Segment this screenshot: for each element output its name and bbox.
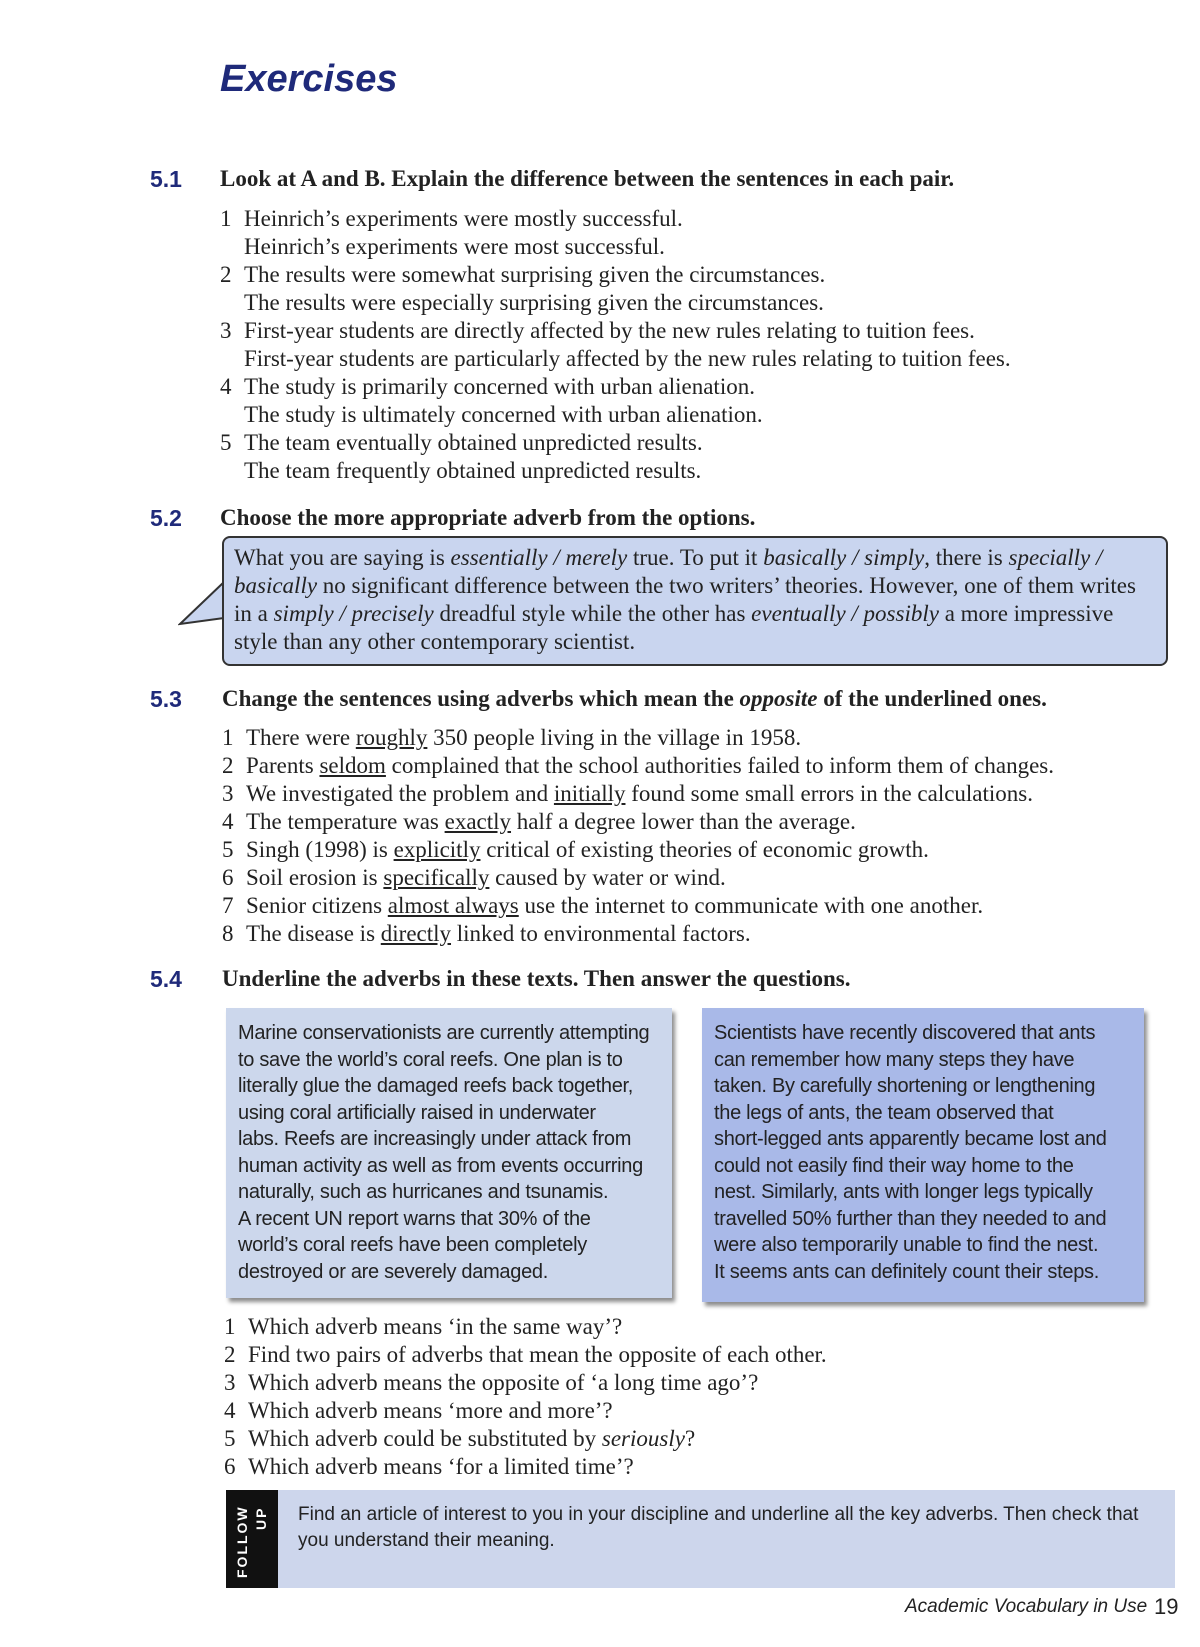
list-item: 1 There were roughly 350 people living in the village in 1958.	[222, 725, 802, 750]
speech-bubble-tail	[178, 580, 228, 630]
list-item: 5 Singh (1998) is explicitly critical of existing theories of economic growth.	[222, 837, 929, 862]
list-item: 5 The team eventually obtained unpredicted results. The team frequently obtained unpredicted results.	[220, 430, 703, 483]
exercise-5-3-instruction: Change the sentences using adverbs which mean the opposite of the underlined ones.	[222, 686, 1047, 711]
list-item: 7 Senior citizens almost always use the internet to communicate with one another.	[222, 893, 984, 918]
page-number: 19	[1154, 1594, 1179, 1619]
list-item: 4 The study is primarily concerned with urban alienation. The study is ultimately concerned with urban alienation.	[220, 374, 763, 427]
text-box-coral-reefs: Marine conservationists are currently attempting to save the world’s coral reefs. One plan is to literally glue the damaged reefs back together, using coral artificially raised in underwater labs. Reefs are increasingly under attack from human activity as well as from events occurring naturally, such as hurricanes and tsunamis. A recent UN report warns that 30% of the world’s coral reefs have been completely destroyed or are severely damaged.	[226, 1008, 672, 1298]
option-pair: essentially / merely	[450, 545, 628, 570]
follow-up-tab	[226, 1490, 278, 1588]
exercise-5-1-list	[220, 205, 1160, 485]
exercise-5-3-list	[222, 724, 1182, 948]
exercise-number-5-1: 5.1	[150, 166, 182, 192]
option-pair: basically / simply	[763, 545, 925, 570]
list-item: 1 Heinrich’s experiments were mostly successful. Heinrich’s experiments were most successful.	[220, 206, 683, 259]
option-pair: eventually / possibly	[751, 601, 939, 626]
exercise-number-5-4: 5.4	[150, 966, 182, 992]
speech-bubble: What you are saying is essentially / merely true. To put it basically / simply, there is specially / basically no significant difference between the two writers’ theories. However, one of them writes in a simply / precisely dreadful style while the other has eventually / possibly a more impressive style than any other contemporary scientist.	[222, 536, 1168, 666]
list-item: 6 Which adverb means ‘for a limited time’?	[224, 1454, 634, 1479]
option-pair: specially / basically	[234, 545, 1103, 598]
exercise-number-5-2: 5.2	[150, 505, 182, 531]
list-item: 2 The results were somewhat surprising given the circumstances. The results were especially surprising given the circumstances.	[220, 262, 826, 315]
exercise-5-2-instruction: Choose the more appropriate adverb from the options.	[220, 505, 756, 530]
text-box-ants: Scientists have recently discovered that ants can remember how many steps they have taken. By carefully shortening or lengthening the legs of ants, the team observed that short-legged ants apparently became lost and could not easily find their way home to the nest. Similarly, ants with longer legs typically travelled 50% further than they needed to and were also temporarily unable to find the nest. It seems ants can definitely count their steps.	[702, 1008, 1144, 1302]
follow-up-tab-label: UP	[253, 1506, 269, 1530]
page-title: Exercises	[220, 58, 398, 100]
list-item: 6 Soil erosion is specifically caused by water or wind.	[222, 865, 726, 890]
list-item: 8 The disease is directly linked to environmental factors.	[222, 921, 751, 946]
list-item: 3 Which adverb means the opposite of ‘a long time ago’?	[224, 1370, 759, 1395]
follow-up-tab-label: FOLLOW	[234, 1505, 250, 1578]
list-item: 1 Which adverb means ‘in the same way’?	[224, 1314, 623, 1339]
list-item: 4 The temperature was exactly half a degree lower than the average.	[222, 809, 856, 834]
list-item: 3 We investigated the problem and initially found some small errors in the calculations.	[222, 781, 1033, 806]
exercise-5-1-instruction: Look at A and B. Explain the difference between the sentences in each pair.	[220, 166, 955, 191]
option-pair: simply / precisely	[273, 601, 434, 626]
list-item: 3 First-year students are directly affected by the new rules relating to tuition fees. First-year students are particularly affected by the new rules relating to tuition fees.	[220, 318, 1011, 371]
list-item: 4 Which adverb means ‘more and more’?	[224, 1398, 613, 1423]
book-title: Academic Vocabulary in Use	[905, 1596, 1148, 1617]
exercise-5-4-instruction: Underline the adverbs in these texts. Then answer the questions.	[222, 966, 851, 991]
list-item: 5 Which adverb could be substituted by seriously?	[224, 1426, 696, 1451]
exercise-5-4-questions	[224, 1313, 1164, 1481]
list-item: 2 Find two pairs of adverbs that mean the opposite of each other.	[224, 1342, 827, 1367]
list-item: 2 Parents seldom complained that the school authorities failed to inform them of changes.	[222, 753, 1055, 778]
follow-up-text: Find an article of interest to you in your discipline and underline all the key adverbs. Then check that you understand their meaning.	[298, 1504, 1139, 1551]
exercise-number-5-3: 5.3	[150, 686, 182, 712]
